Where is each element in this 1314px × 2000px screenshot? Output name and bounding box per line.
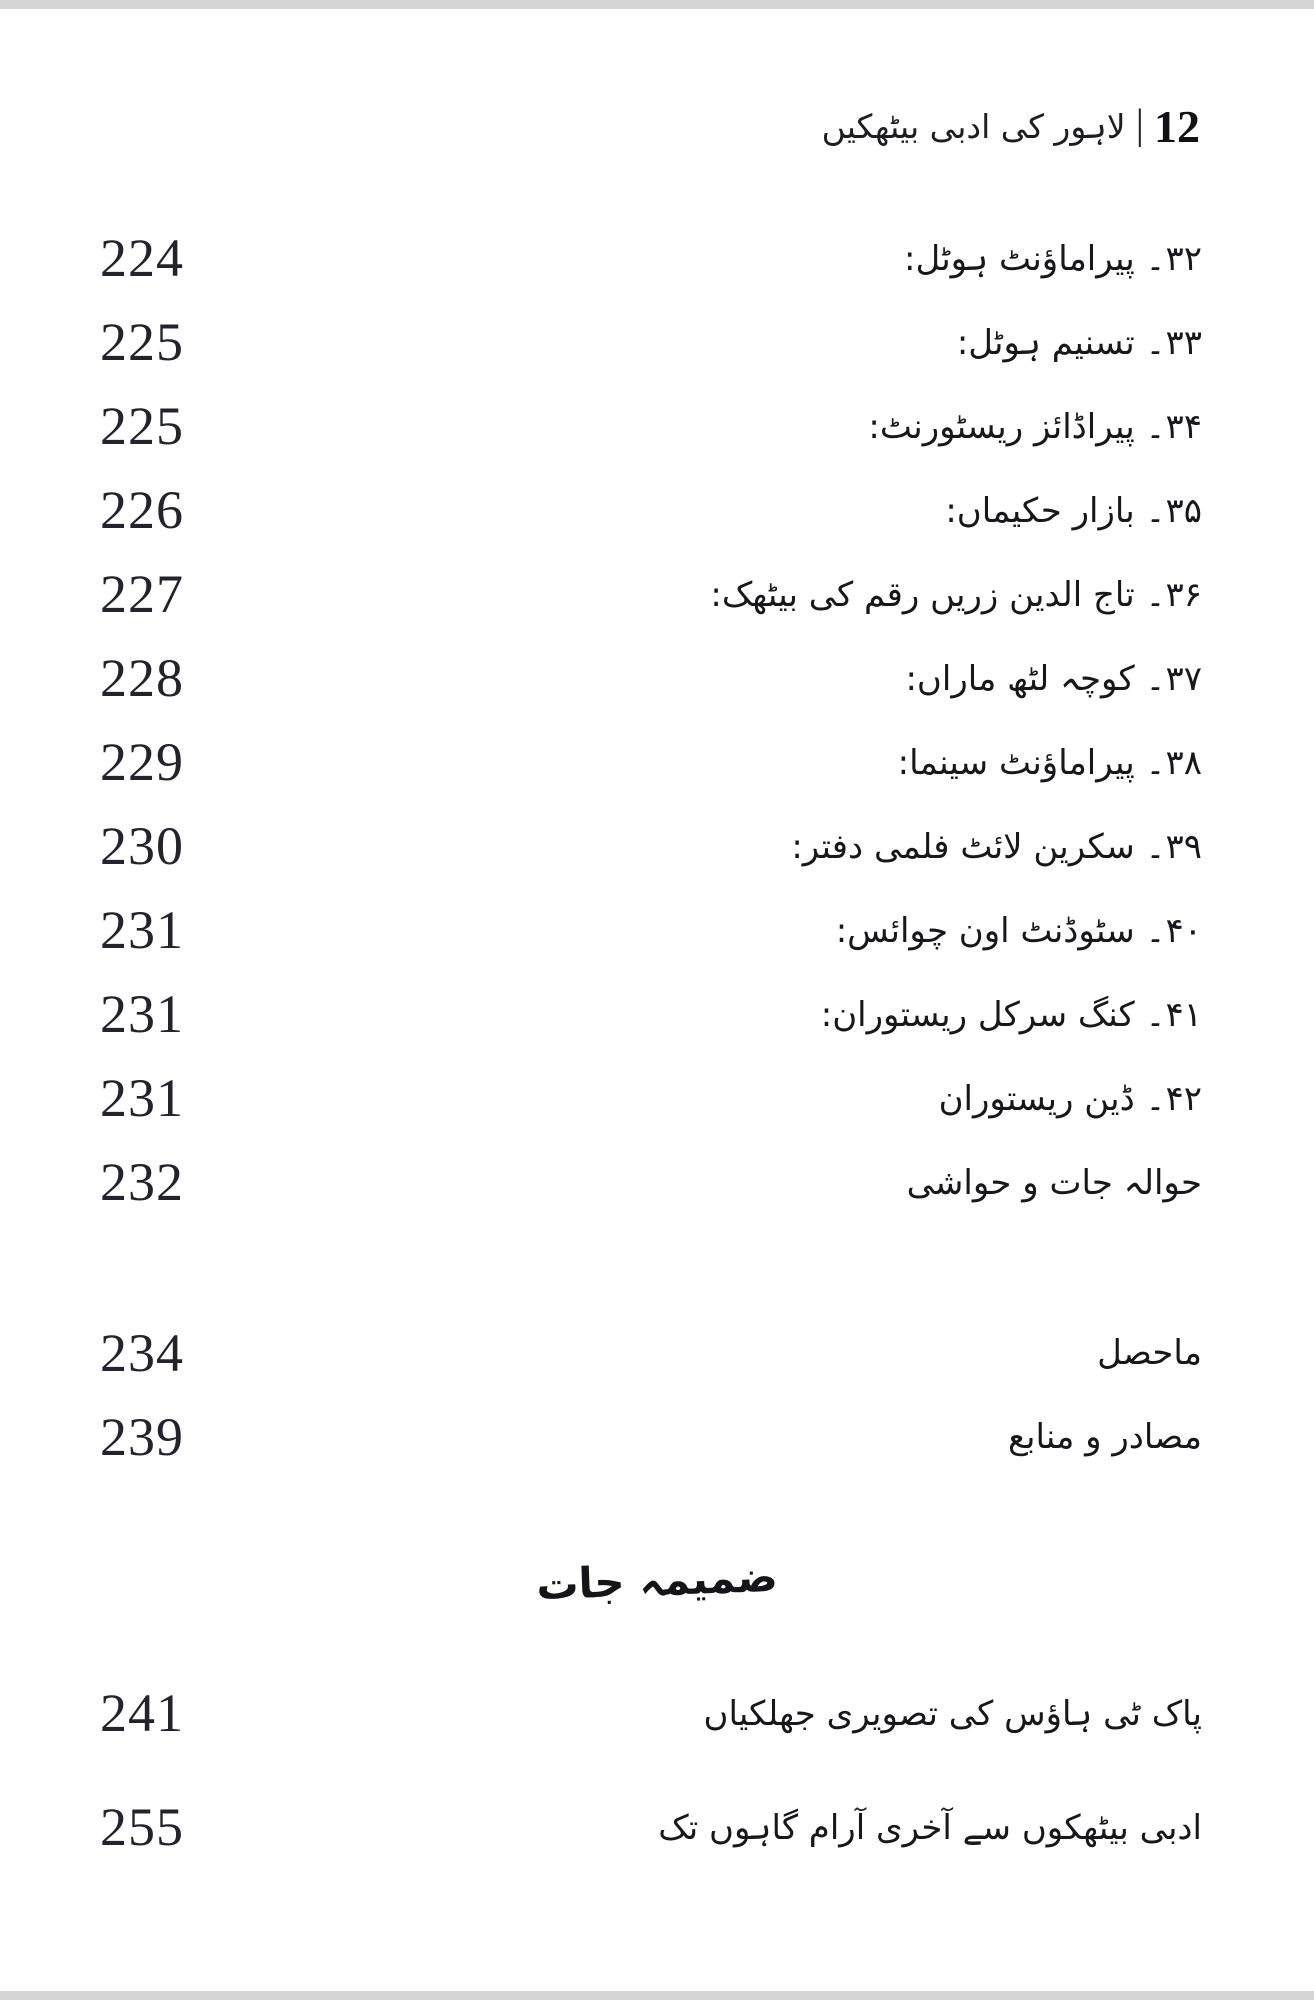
summary-entry-label: ماحصل: [1097, 1333, 1202, 1373]
toc-row: [100, 1147, 1202, 1217]
toc-entry-label: ۳۲۔ پیراماؤنٹ ہوٹل:: [904, 238, 1202, 279]
toc-row: [100, 559, 1202, 629]
toc-entry-label: ۳۴۔ پیراڈائز ریسٹورنٹ:: [868, 406, 1202, 447]
toc-page-number: 226: [100, 480, 184, 540]
toc-row: [100, 307, 1202, 377]
header-book-title: لاہور کی ادبی بیٹھکیں: [821, 107, 1126, 146]
toc-row: [100, 1063, 1202, 1133]
toc-page-number: 225: [100, 312, 184, 372]
appendix-section-heading: ضمیمہ جات: [535, 1551, 779, 1610]
summary-entry-label: مصادر و منابع: [1007, 1417, 1202, 1457]
scan-edge-top: [0, 0, 1314, 9]
toc-entry-label: ۳۸۔ پیراماؤنٹ سینما:: [897, 742, 1202, 783]
toc-page-number: 230: [100, 816, 184, 876]
toc-row: [100, 223, 1202, 293]
toc-page-number: 224: [100, 228, 184, 288]
header-separator: |: [1135, 101, 1144, 148]
toc-page-number: 228: [100, 648, 184, 708]
toc-row: [100, 643, 1202, 713]
toc-page-number: 231: [100, 984, 184, 1044]
toc-row: [100, 391, 1202, 461]
toc-entry-label: ۳۵۔ بازار حکیماں:: [945, 490, 1202, 531]
toc-row: [100, 475, 1202, 545]
toc-entry-label: ۳۹۔ سکرین لائٹ فلمی دفتر:: [791, 826, 1202, 867]
toc-row: [100, 895, 1202, 965]
summary-row: [100, 1318, 1202, 1388]
appendix-row: [100, 1678, 1202, 1748]
toc-entry-label: ۳۶۔ تاج الدین زریں رقم کی بیٹھک:: [710, 574, 1202, 615]
running-header: [822, 100, 1200, 153]
toc-page-number: 231: [100, 900, 184, 960]
summary-page-number: 239: [100, 1407, 184, 1467]
toc-page-number: 232: [100, 1152, 184, 1212]
toc-row: [100, 811, 1202, 881]
toc-entry-label: حوالہ جات و حواشی: [906, 1162, 1202, 1203]
header-page-number: 12: [1154, 101, 1200, 152]
toc-entry-label: ۴۰۔ سٹوڈنٹ اون چوائس:: [835, 910, 1202, 951]
scan-edge-bottom: [0, 1991, 1314, 2000]
toc-page-number: 227: [100, 564, 184, 624]
summary-row: [100, 1402, 1202, 1472]
appendix-page-number: 241: [100, 1683, 184, 1743]
summary-page-number: 234: [100, 1323, 184, 1383]
appendix-row: [100, 1792, 1202, 1862]
toc-page-number: 225: [100, 396, 184, 456]
toc-row: [100, 727, 1202, 797]
toc-entry-label: ۴۱۔ کنگ سرکل ریستوران:: [820, 994, 1202, 1035]
toc-entry-label: ۳۷۔ کوچہ لٹھ ماراں:: [905, 658, 1202, 699]
appendix-page-number: 255: [100, 1797, 184, 1857]
toc-entry-label: ۴۲۔ ڈین ریستوران: [938, 1078, 1202, 1119]
appendix-entry-label: ادبی بیٹھکوں سے آخری آرام گاہوں تک: [658, 1807, 1202, 1848]
toc-page-number: 231: [100, 1068, 184, 1128]
toc-page-number: 229: [100, 732, 184, 792]
toc-row: [100, 979, 1202, 1049]
toc-entry-label: ۳۳۔ تسنیم ہوٹل:: [956, 322, 1202, 363]
appendix-entry-label: پاک ٹی ہاؤس کی تصویری جھلکیاں: [703, 1693, 1202, 1734]
